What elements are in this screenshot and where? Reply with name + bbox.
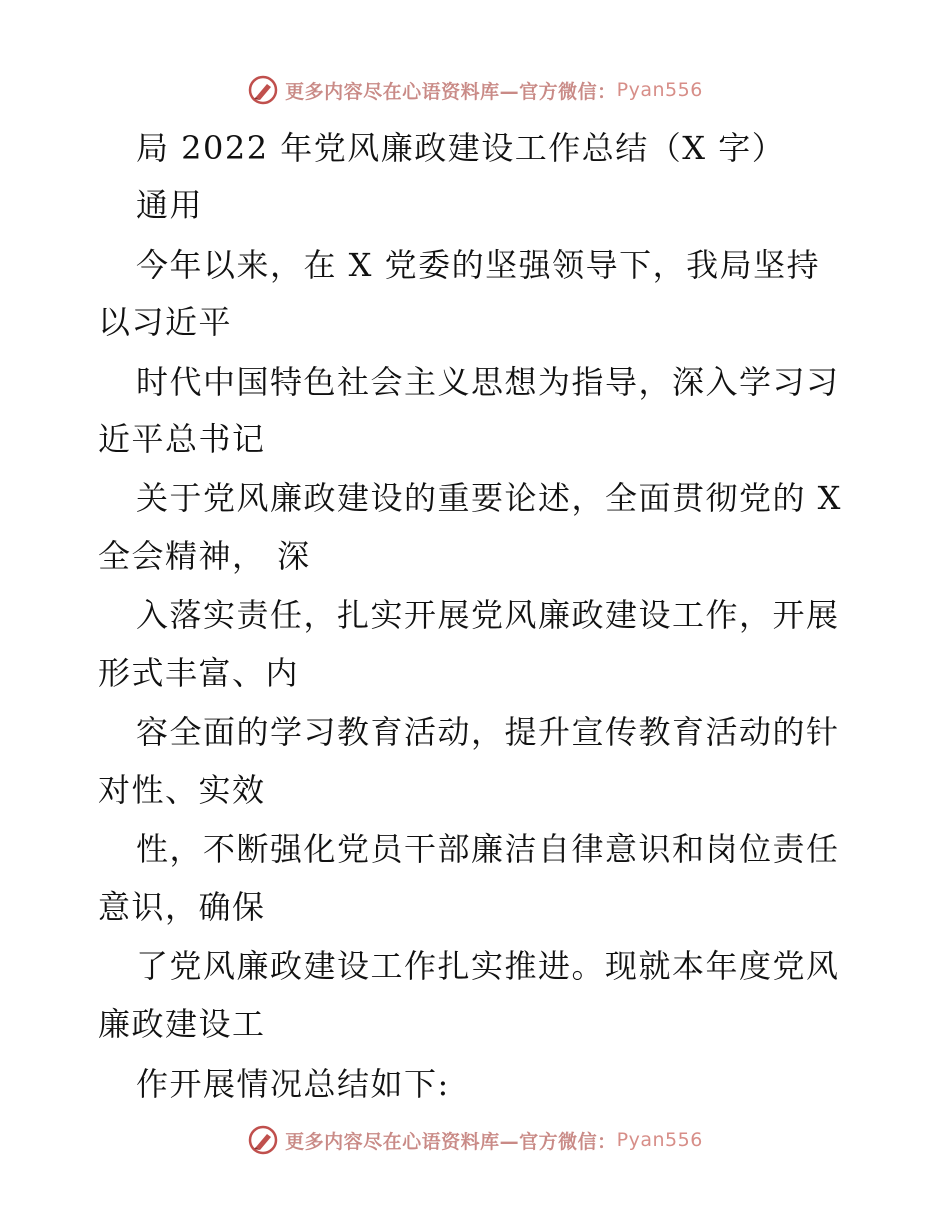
- document-line: 廉政建设工: [98, 1005, 266, 1043]
- document-line: 容全面的学习教育活动，提升宣传教育活动的针: [136, 713, 840, 751]
- wechat-id: Pyan556: [616, 79, 703, 101]
- document-line: 时代中国特色社会主义思想为指导，深入学习习: [136, 363, 840, 401]
- document-line: 入落实责任，扎实开展党风廉政建设工作，开展: [136, 596, 840, 634]
- document-title: 局 2022 年党风廉政建设工作总结（X 字）: [136, 129, 786, 167]
- document-line: 近平总书记: [98, 420, 266, 458]
- document-line: 对性、实效: [98, 771, 266, 809]
- document-line: 了党风廉政建设工作扎实推进。现就本年度党风: [136, 947, 840, 985]
- document-line: 通用: [136, 186, 204, 224]
- document-line: 关于党风廉政建设的重要论述，全面贯彻党的 X: [136, 479, 842, 517]
- watermark-text: 更多内容尽在心语资料库—官方微信：: [285, 1130, 617, 1153]
- document-line: 全会精神， 深: [98, 537, 311, 575]
- pen-logo-icon: [247, 1124, 279, 1156]
- document-line: 性，不断强化党员干部廉洁自律意识和岗位责任: [136, 830, 840, 868]
- document-line: 作开展情况总结如下:: [136, 1065, 450, 1103]
- document-line: 形式丰富、内: [98, 654, 300, 692]
- watermark-banner-top: [0, 70, 950, 110]
- watermark-text: 更多内容尽在心语资料库—官方微信：: [285, 80, 617, 103]
- watermark-banner-bottom: [0, 1120, 950, 1160]
- document-line: 意识，确保: [98, 888, 266, 926]
- wechat-id: Pyan556: [616, 1129, 703, 1151]
- document-line: 今年以来，在 X 党委的坚强领导下，我局坚持: [136, 246, 821, 284]
- pen-logo-icon: [247, 74, 279, 106]
- document-line: 以习近平: [98, 303, 233, 341]
